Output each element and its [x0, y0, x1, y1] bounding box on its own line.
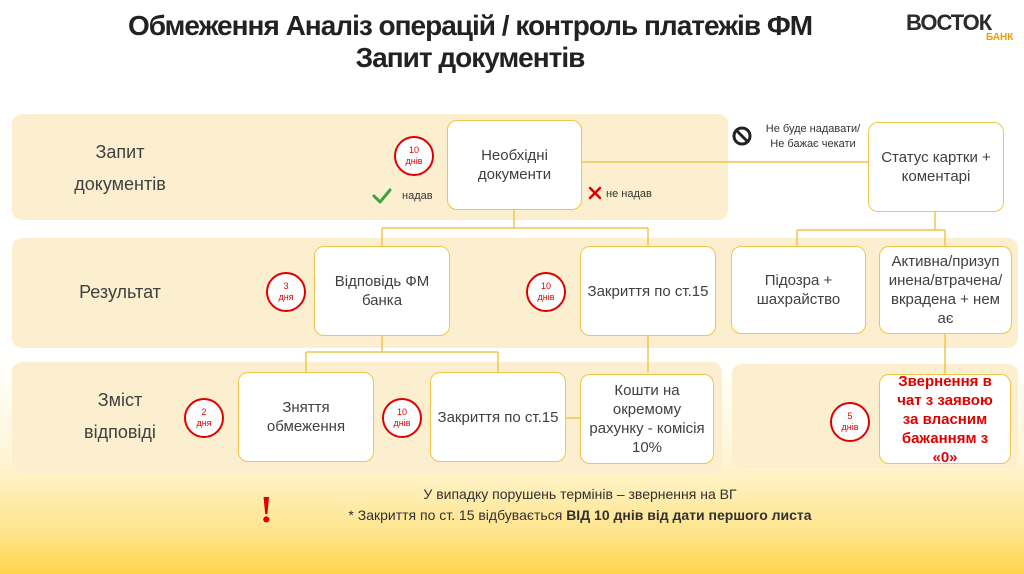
logo-subtext: БАНК	[986, 32, 1014, 43]
badge-number: 10	[396, 407, 407, 417]
badge-unit: днів	[405, 156, 423, 166]
logo-wordmark: ВОСТОК	[906, 10, 992, 35]
row-label-content-line2: відповіді	[84, 422, 156, 442]
badge-number: 10	[408, 145, 419, 155]
badge-closing-days	[526, 272, 566, 312]
label-provided: надав	[402, 190, 433, 202]
box-closing-art15: Закриття по ст.15	[580, 246, 716, 336]
badge-unit: днів	[393, 418, 411, 428]
box-chat-appeal: Звернення в чат з заявою за власним бажанням з «0»	[879, 374, 1011, 464]
badge-docs-days	[394, 136, 434, 176]
badge-number: 2	[201, 407, 207, 417]
badge-unit: дня	[196, 418, 212, 428]
row-label-content-line1: Зміст	[97, 390, 143, 410]
box-active-suspended: Активна/призупинена/втрачена/вкрадена + немає	[879, 246, 1012, 334]
box-lift-restriction: Зняття обмеження	[238, 372, 374, 462]
badge-number: 10	[540, 281, 551, 291]
note-closing-prefix: * Закриття по ст. 15 відбувається	[348, 507, 567, 523]
badge-fm-days	[266, 272, 306, 312]
row-label-result: Результат	[79, 282, 161, 302]
page-title-line1: Обмеження Аналіз операцій / контроль платежів ФМ	[127, 10, 813, 41]
label-wont-provide-line1: Не буде надавати/	[765, 123, 861, 135]
label-wont-provide-line2: Не бажає чекати	[770, 138, 856, 150]
prohibited-icon	[732, 126, 752, 146]
badge-closing-content-days	[382, 398, 422, 438]
box-closing-art15-content: Закриття по ст.15	[430, 372, 566, 462]
badge-appeal-days	[830, 402, 870, 442]
note-closing-bold: ВІД 10 днів від дати першого листа	[566, 507, 812, 523]
badge-lift-days	[184, 398, 224, 438]
row-label-request-line2: документів	[74, 174, 166, 194]
label-wont-provide	[758, 122, 868, 152]
note-closing-art15	[280, 507, 880, 523]
row-label-request-line1: Запит	[95, 142, 145, 162]
check-icon	[372, 188, 392, 204]
note-deadline-violation: У випадку порушень термінів – звернення на ВГ	[423, 486, 737, 502]
box-funds-separate-account: Кошти на окремому рахунку - комісія 10%	[580, 374, 714, 464]
badge-number: 3	[283, 281, 289, 291]
box-required-documents: Необхідні документи	[447, 120, 582, 210]
box-card-status: Статус картки + коментарі	[868, 122, 1004, 212]
badge-unit: днів	[841, 422, 859, 432]
box-fm-answer: Відповідь ФМ банка	[314, 246, 450, 336]
badge-number: 5	[847, 411, 853, 421]
cross-icon	[588, 186, 602, 200]
label-not-provided: не надав	[606, 188, 652, 200]
badge-unit: дня	[278, 292, 294, 302]
page-title-line2: Запит документів	[355, 42, 585, 73]
badge-unit: днів	[537, 292, 555, 302]
box-suspicion-fraud: Підозра + шахрайство	[731, 246, 866, 334]
exclamation-icon: !	[260, 489, 273, 531]
